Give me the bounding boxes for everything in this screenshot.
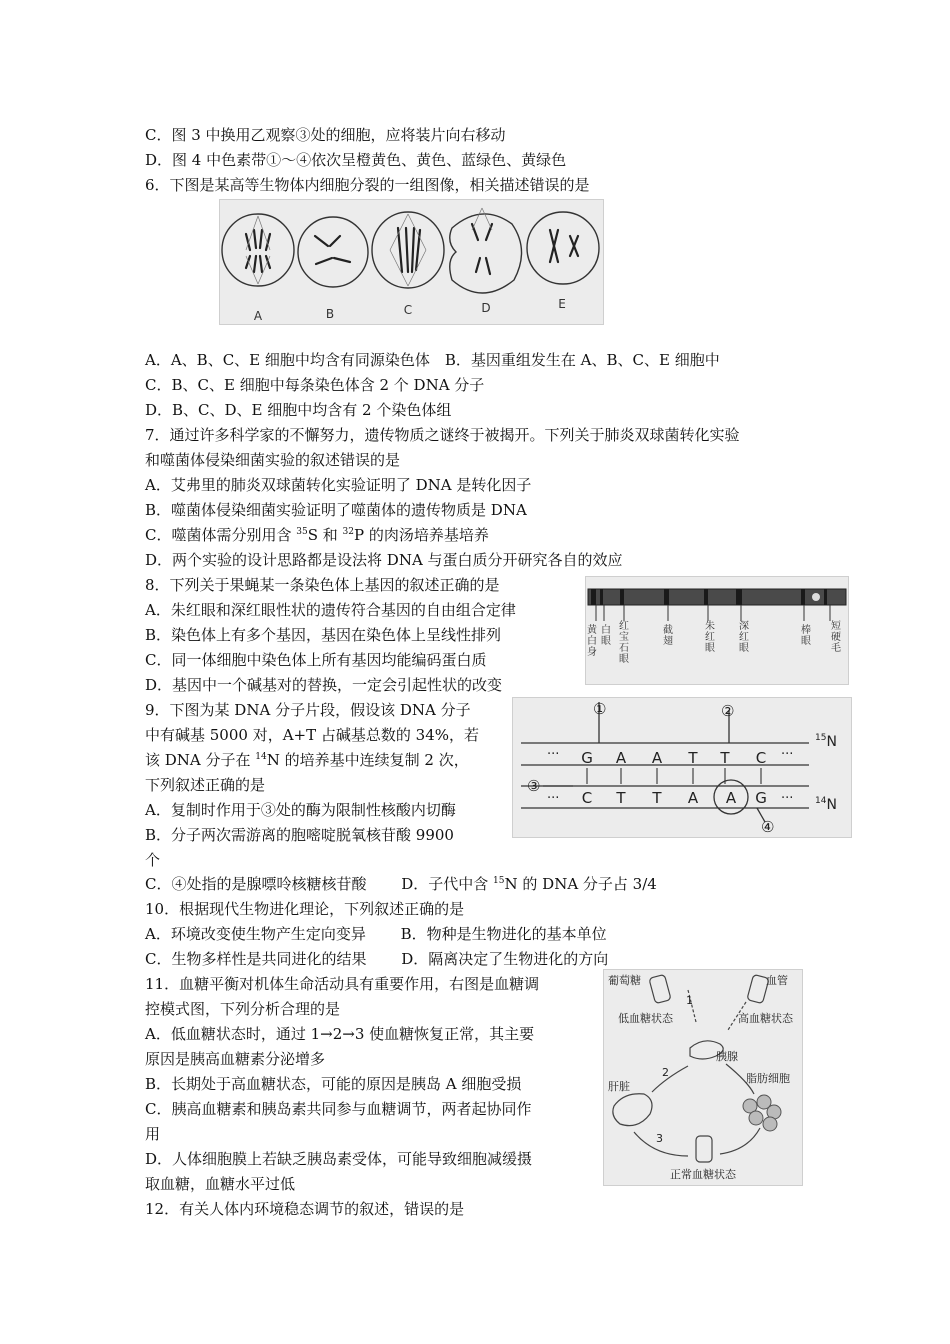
gene-label: 白眼: [601, 625, 611, 647]
q9-option-b-cont: 个: [145, 851, 161, 869]
mark-4: ④: [761, 818, 775, 836]
gene-label: 棒眼: [801, 625, 811, 647]
label-liver: 肝脏: [608, 1080, 630, 1093]
q6-option-c: C．B、C、E 细胞中每条染色体含 2 个 DNA 分子: [145, 376, 485, 394]
q11-option-c-2: 用: [145, 1125, 161, 1143]
label-pancreas: 胰腺: [716, 1050, 738, 1063]
gene-label: 黄白身: [587, 625, 597, 658]
base-bottom-4: A: [687, 789, 699, 807]
label-14n: $^{14}$N: [815, 796, 837, 813]
base-top-3: A: [651, 749, 663, 767]
gene-label: 截翅: [663, 625, 673, 647]
mark-2: ②: [721, 702, 735, 720]
q11-stem-2: 控模式图，下列分析合理的是: [145, 1000, 341, 1018]
q11-option-d-2: 取血糖，血糖水平过低: [145, 1175, 296, 1193]
strand-dots-top: ···: [547, 747, 560, 762]
gene-label: 深红眼: [739, 621, 749, 654]
q7-option-d: D．两个实验的设计思路都是设法将 DNA 与蛋白质分开研究各自的效应: [145, 551, 623, 569]
q6-stem: 6．下图是某高等生物体内细胞分裂的一组图像，相关描述错误的是: [145, 176, 590, 194]
chromosome-gene-map: [585, 576, 849, 685]
mark-3: ③: [527, 777, 541, 795]
q7-option-a: A．艾弗里的肺炎双球菌转化实验证明了 DNA 是转化因子: [145, 476, 532, 494]
cell-label-d: D: [481, 301, 491, 315]
label-step-3: 3: [656, 1132, 663, 1145]
q8-option-a: A．朱红眼和深红眼性状的遗传符合基因的自由组合定律: [145, 601, 516, 619]
label-vessel: 血管: [766, 974, 788, 987]
base-bottom-3: T: [652, 789, 662, 807]
cell-label-b: B: [325, 307, 335, 321]
strand-dots-top-right: ···: [781, 747, 794, 762]
q8-option-d: D．基因中一个碱基对的替换，一定会引起性状的改变: [145, 676, 503, 694]
label-high-glucose: 高血糖状态: [738, 1012, 793, 1025]
label-step-2: 2: [662, 1066, 669, 1079]
gene-label: 朱红眼: [705, 621, 715, 654]
q11-option-a-1: A．低血糖状态时，通过 1→2→3 使血糖恢复正常，其主要: [145, 1025, 535, 1043]
q5-option-d: D．图 4 中色素带①～④依次呈橙黄色、黄色、蓝绿色、黄绿色: [145, 151, 567, 169]
q10-stem: 10．根据现代生物进化理论，下列叙述正确的是: [145, 900, 465, 918]
q5-option-c: C．图 3 中换用乙观察③处的细胞，应将装片向右移动: [145, 126, 506, 144]
q9-stem-1: 9．下图为某 DNA 分子片段，假设该 DNA 分子: [145, 701, 471, 719]
blood-glucose-figure: [603, 969, 803, 1186]
label-15n: $^{15}$N: [815, 733, 837, 750]
cell-label-e: E: [558, 297, 566, 311]
strand-dots-bottom-right: ···: [781, 791, 794, 806]
cell-label-a: A: [253, 309, 263, 323]
base-top-5: T: [720, 749, 730, 767]
q8-option-c: C．同一体细胞中染色体上所有基因均能编码蛋白质: [145, 651, 487, 669]
q7-stem-2: 和噬菌体侵染细菌实验的叙述错误的是: [145, 451, 401, 469]
base-bottom-2: T: [616, 789, 626, 807]
q7-option-c: C．噬菌体需分别用含 $^{35}$S 和 $^{32}$P 的肉汤培养基培养: [145, 526, 489, 544]
q9-option-a: A．复制时作用于③处的酶为限制性核酸内切酶: [145, 801, 456, 819]
q11-option-d-1: D．人体细胞膜上若缺乏胰岛素受体，可能导致细胞减缓摄: [145, 1150, 533, 1168]
label-glucose: 葡萄糖: [608, 974, 641, 987]
q9-stem-3: 该 DNA 分子在 $^{14}$N 的培养基中连续复制 2 次，: [145, 751, 469, 769]
dna-fragment-figure: [512, 697, 852, 838]
base-bottom-6: G: [755, 789, 767, 807]
label-normal-glucose: 正常血糖状态: [670, 1168, 736, 1181]
q12-stem: 12．有关人体内环境稳态调节的叙述，错误的是: [145, 1200, 465, 1218]
q6-option-ab: A．A、B、C、E 细胞中均含有同源染色体 B．基因重组发生在 A、B、C、E 细胞中: [145, 351, 720, 369]
q7-stem-1: 7．通过许多科学家的不懈努力，遗传物质之谜终于被揭开。下列关于肺炎双球菌转化实验: [145, 426, 740, 444]
base-top-2: A: [615, 749, 627, 767]
gene-label: 短硬毛: [831, 621, 841, 654]
q11-option-c-1: C．胰高血糖素和胰岛素共同参与血糖调节，两者起协同作: [145, 1100, 532, 1118]
gene-label: 红宝石眼: [619, 621, 629, 665]
base-top-4: T: [688, 749, 698, 767]
q11-option-b: B．长期处于高血糖状态，可能的原因是胰岛 A 细胞受损: [145, 1075, 522, 1093]
q10-option-cd: C．生物多样性是共同进化的结果 D．隔离决定了生物进化的方向: [145, 950, 609, 968]
q11-stem-1: 11．血糖平衡对机体生命活动具有重要作用，右图是血糖调: [145, 975, 540, 993]
label-low-glucose: 低血糖状态: [618, 1012, 673, 1025]
q9-stem-4: 下列叙述正确的是: [145, 776, 266, 794]
q6-option-d: D．B、C、D、E 细胞中均含有 2 个染色体组: [145, 401, 452, 419]
base-top-1: G: [581, 749, 593, 767]
base-top-6: C: [755, 749, 767, 767]
mark-1: ①: [593, 700, 607, 718]
q9-option-b: B．分子两次需游离的胞嘧啶脱氧核苷酸 9900: [145, 826, 454, 844]
label-fat-cells: 脂肪细胞: [746, 1072, 790, 1085]
q7-option-b: B．噬菌体侵染细菌实验证明了噬菌体的遗传物质是 DNA: [145, 501, 527, 519]
q11-option-a-2: 原因是胰高血糖素分泌增多: [145, 1050, 326, 1068]
cell-division-figure: [219, 199, 604, 325]
base-bottom-5: A: [725, 789, 737, 807]
strand-dots-bottom: ···: [547, 791, 560, 806]
q10-option-ab: A．环境改变使生物产生定向变异 B．物种是生物进化的基本单位: [145, 925, 607, 943]
label-step-1: 1: [686, 994, 693, 1007]
q8-stem: 8．下列关于果蝇某一条染色体上基因的叙述正确的是: [145, 576, 500, 594]
base-bottom-1: C: [581, 789, 593, 807]
q8-option-b: B．染色体上有多个基因，基因在染色体上呈线性排列: [145, 626, 502, 644]
cell-label-c: C: [403, 303, 413, 317]
q9-option-cd: C．④处指的是腺嘌呤核糖核苷酸 D．子代中含 $^{15}$N 的 DNA 分子占 3/4: [145, 875, 657, 893]
q9-stem-2: 中有碱基 5000 对，A+T 占碱基总数的 34%，若: [145, 726, 479, 744]
